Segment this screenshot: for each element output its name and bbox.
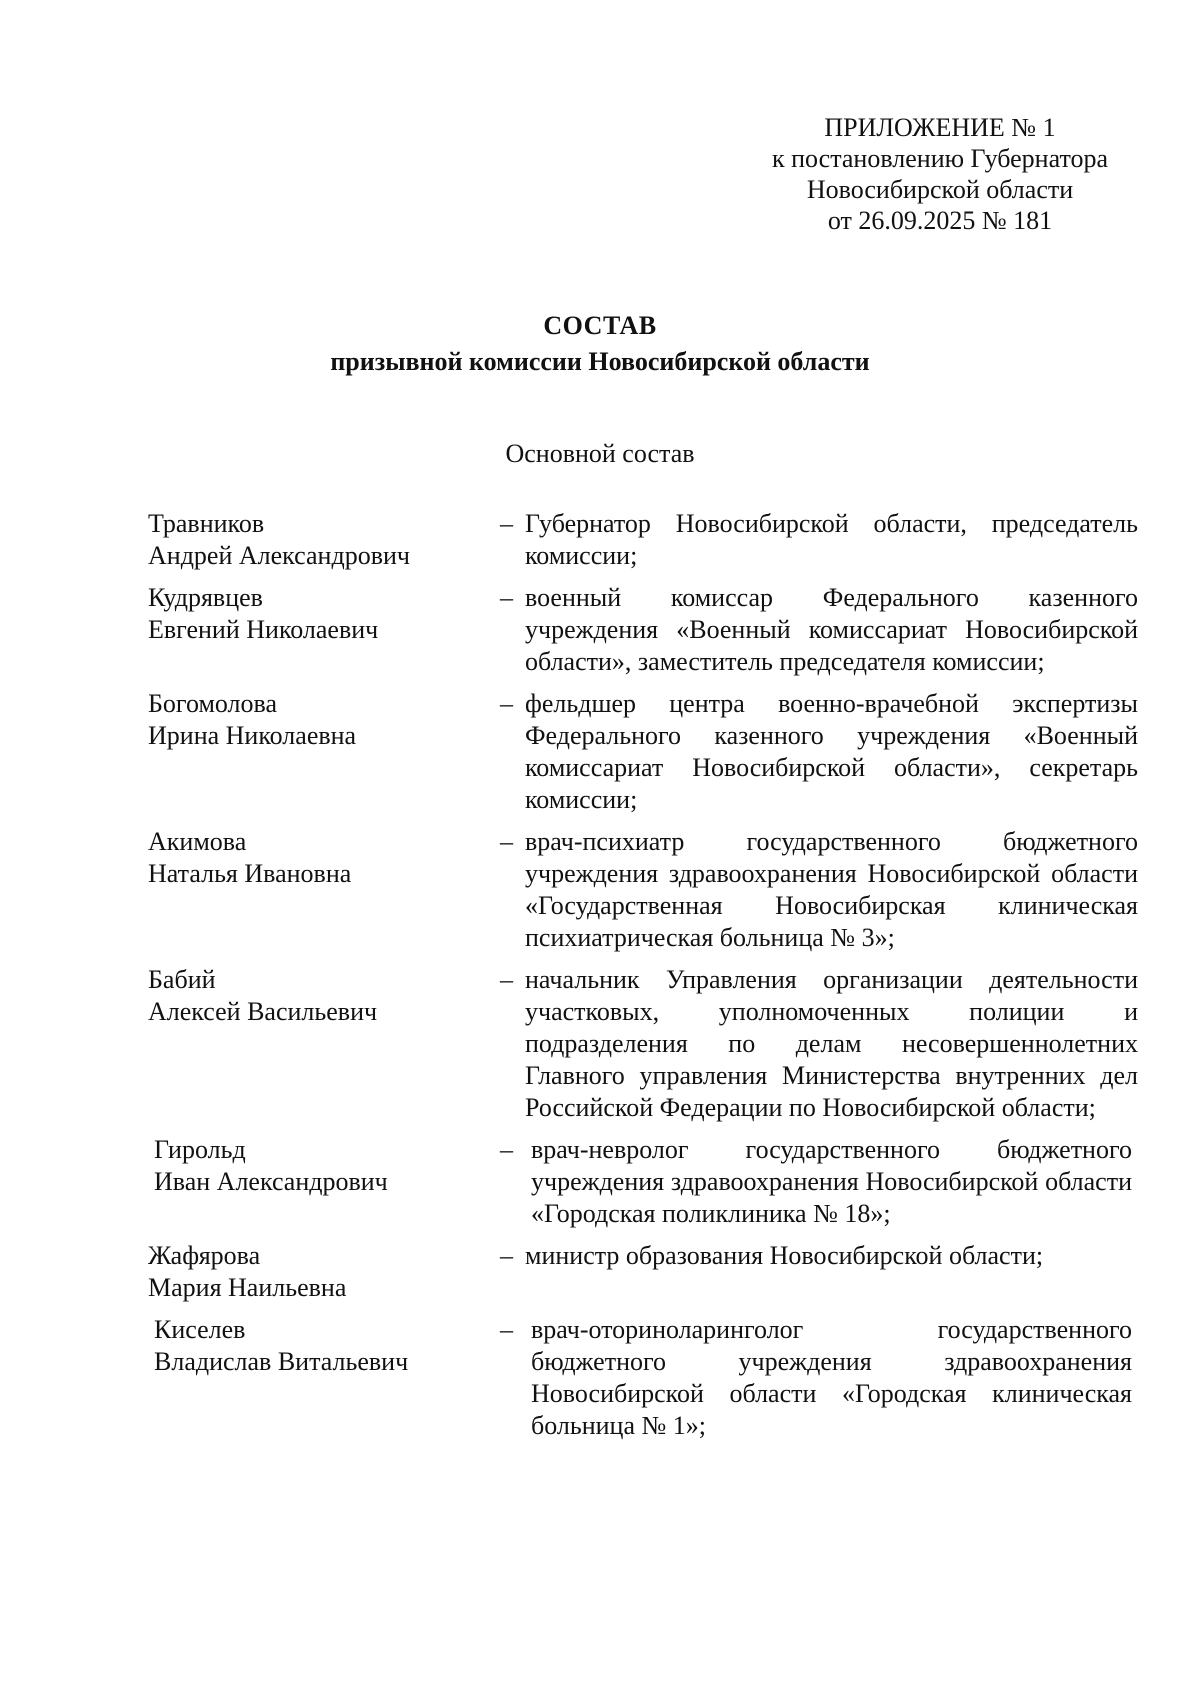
member-given-name: Ирина Николаевна [148,721,357,750]
member-surname: Бабий [148,965,216,994]
member-name [148,1134,488,1198]
member-given-name: Евгений Николаевич [148,615,379,644]
member-name [148,582,488,646]
title-sub: призывной комиссии Новосибирской области [330,347,870,376]
member-role: врач-оториноларинголог государственного бюджетного учреждения здравоохранения Новосибирской области «Городская клиническая больница № 1»; [531,1315,1132,1440]
member-item [148,826,1138,954]
section-heading: Основной состав [505,439,695,468]
member-surname: Травников [148,509,265,538]
appendix-header [740,112,1140,236]
member-role: Губернатор Новосибирской области, председатель комиссии; [525,509,1138,570]
member-item [148,508,1138,572]
member-surname: Акимова [148,827,247,856]
member-given-name: Иван Александрович [154,1167,388,1196]
member-given-name: Владислав Витальевич [154,1347,409,1376]
member-name [148,1240,488,1304]
appendix-number: ПРИЛОЖЕНИЕ № 1 [824,113,1056,142]
member-given-name: Наталья Ивановна [148,859,352,888]
member-role: начальник Управления организации деятельности участковых, уполномоченных полиции и подразделения по делам несовершеннолетних Главного управления Министерства внутренних дел Российской Федерации по Новосибирской области; [525,965,1138,1122]
member-surname: Гирольд [154,1135,246,1164]
member-dash: – [500,965,513,994]
member-surname: Богомолова [148,689,278,718]
title-main: СОСТАВ [543,311,657,340]
member-role: военный комиссар Федерального казенного учреждения «Военный комиссариат Новосибирской области», заместитель председателя комиссии; [525,583,1138,676]
appendix-reference: к постановлению Губернатора [771,144,1109,173]
appendix-date: от 26.09.2025 № 181 [827,206,1053,235]
members-list [148,508,1138,1452]
member-name [148,826,488,890]
member-item [148,964,1138,1124]
member-dash: – [500,509,513,538]
member-dash: – [500,1241,513,1270]
member-item [148,1314,1138,1442]
member-name [148,688,488,752]
member-role: фельдшер центра военно-врачебной экспертизы Федерального казенного учреждения «Военный комиссариат Новосибирской области», секретарь комиссии; [525,689,1138,814]
member-given-name: Андрей Александрович [148,541,410,570]
member-role: министр образования Новосибирской области; [525,1241,1044,1270]
member-role: врач-невролог государственного бюджетного учреждения здравоохранения Новосибирской области «Городская поликлиника № 18»; [531,1135,1132,1228]
member-item [148,1240,1138,1304]
member-name [148,964,488,1028]
member-surname: Киселев [154,1315,246,1344]
member-item [148,582,1138,678]
appendix-region: Новосибирской области [806,175,1074,204]
member-role: врач-психиатр государственного бюджетного учреждения здравоохранения Новосибирской области «Государственная Новосибирская клиническая психиатрическая больница № 3»; [525,827,1138,952]
member-name [148,1314,488,1378]
member-dash: – [500,827,513,856]
member-surname: Кудрявцев [148,583,263,612]
document-title [0,308,1200,380]
member-given-name: Мария Наильевна [148,1273,347,1302]
member-dash: – [500,1315,513,1344]
member-dash: – [500,1135,513,1164]
member-item [148,1134,1138,1230]
member-item [148,688,1138,816]
member-dash: – [500,583,513,612]
member-dash: – [500,689,513,718]
member-name [148,508,488,572]
member-surname: Жафярова [148,1241,261,1270]
member-given-name: Алексей Васильевич [148,997,378,1026]
